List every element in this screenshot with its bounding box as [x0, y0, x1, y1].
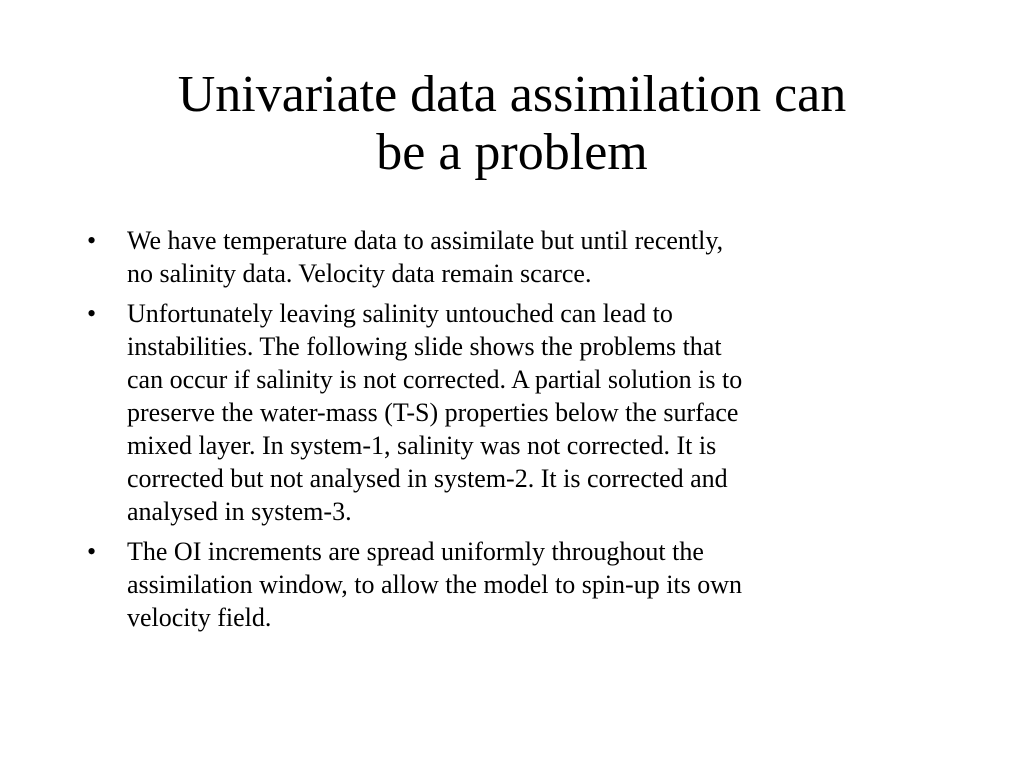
- bullet-line: no salinity data. Velocity data remain scarce.: [127, 259, 592, 288]
- bullet-line: mixed layer. In system-1, salinity was not corrected. It is: [127, 431, 717, 460]
- bullet-line: instabilities. The following slide shows the problems that: [127, 332, 722, 361]
- bullet-list: [87, 224, 957, 641]
- bullet-text: [127, 535, 957, 634]
- bullet-item-3: [87, 535, 957, 634]
- slide-title-line-1: Univariate data assimilation can: [177, 66, 847, 123]
- bullet-text: [127, 224, 957, 290]
- bullet-line: preserve the water-mass (T-S) properties below the surface: [127, 398, 739, 427]
- bullet-dot-icon: •: [87, 299, 97, 328]
- bullet-line: can occur if salinity is not corrected. A partial solution is to: [127, 365, 743, 394]
- slide-title-line-2: be a problem: [376, 124, 648, 181]
- bullet-line: analysed in system-3.: [127, 497, 352, 526]
- bullet-text: [127, 297, 957, 528]
- bullet-line: assimilation window, to allow the model to spin-up its own: [127, 570, 743, 599]
- bullet-line: Unfortunately leaving salinity untouched can lead to: [127, 299, 673, 328]
- bullet-line: The OI increments are spread uniformly throughout the: [127, 537, 704, 566]
- bullet-dot-icon: •: [87, 226, 97, 255]
- bullet-line: We have temperature data to assimilate but until recently,: [127, 226, 724, 255]
- bullet-line: corrected but not analysed in system-2. It is corrected and: [127, 464, 728, 493]
- bullet-dot-icon: •: [87, 537, 97, 566]
- slide-title: [80, 66, 944, 182]
- bullet-line: velocity field.: [127, 603, 272, 632]
- bullet-item-1: [87, 224, 957, 290]
- bullet-item-2: [87, 297, 957, 528]
